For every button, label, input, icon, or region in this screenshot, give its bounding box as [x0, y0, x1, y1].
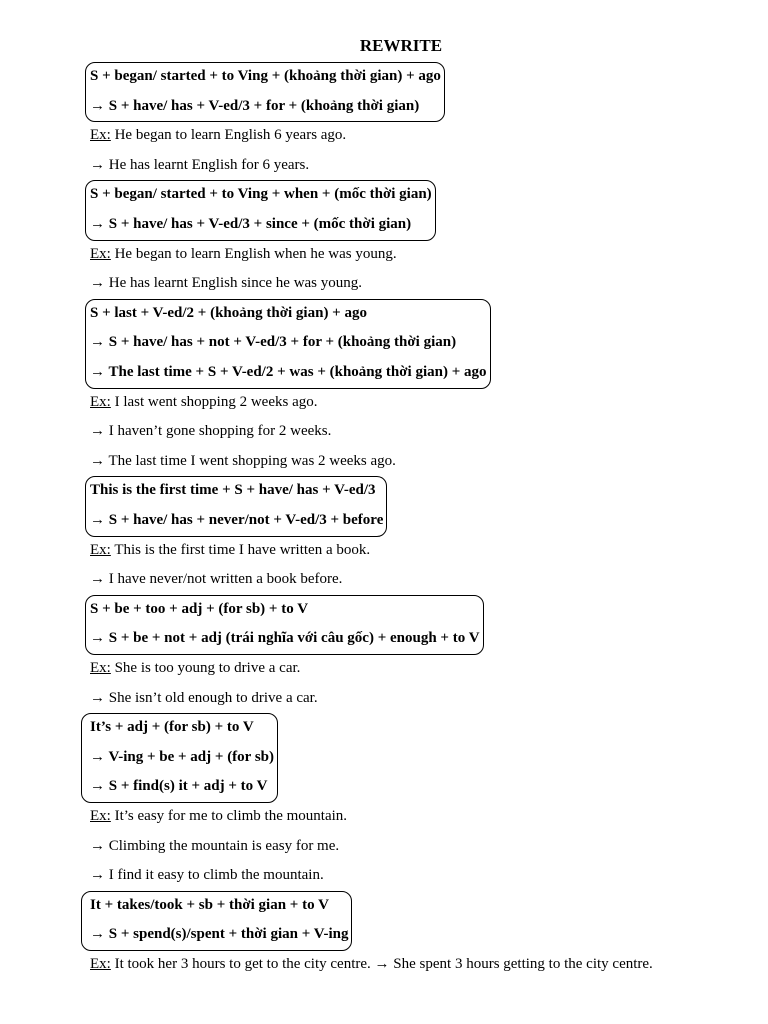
formula-text: S + have/ has + V-ed/3 + for + (khoảng thời gian): [108, 97, 420, 114]
arrow-icon: →: [90, 334, 109, 351]
formula-box: [85, 476, 387, 536]
formula-box: [81, 713, 278, 803]
formula-text: S + spend(s)/spent + thời gian + V-ing: [108, 926, 349, 943]
example-line: [90, 806, 347, 826]
formula-text: S + began/ started + to Ving + (khoảng thời gian) + ago: [90, 68, 441, 84]
formula-box: [85, 299, 491, 389]
result-text: Climbing the mountain is easy for me.: [108, 837, 340, 854]
arrow-icon: →: [90, 364, 109, 380]
result-text: I haven’t gone shopping for 2 weeks.: [108, 423, 332, 440]
arrow-icon: →: [90, 867, 109, 884]
example-label: Ex:: [90, 127, 111, 144]
arrow-icon: →: [90, 837, 109, 854]
formula-text: S + find(s) it + adj + to V: [108, 778, 268, 795]
arrow-icon: →: [90, 689, 109, 706]
result-line: [90, 451, 396, 471]
result-line: [90, 155, 309, 175]
formula-text: The last time + S + V-ed/2 + was + (khoảng thời gian) + ago: [108, 364, 487, 380]
result-text: The last time I went shopping was 2 weeks ago.: [108, 452, 396, 469]
example-result-text: She spent 3 hours getting to the city centre.: [393, 956, 653, 972]
result-text: He has learnt English for 6 years.: [108, 156, 310, 173]
arrow-icon: →: [90, 748, 109, 765]
arrow-icon: →: [90, 512, 109, 528]
example-label: Ex:: [90, 956, 111, 972]
formula-text: S + have/ has + never/not + V-ed/3 + before: [108, 512, 384, 528]
example-text: He began to learn English when he was young.: [114, 245, 397, 262]
arrow-icon: →: [90, 275, 109, 292]
example-label: Ex:: [90, 541, 111, 558]
result-line: [90, 865, 324, 885]
arrow-icon: →: [90, 452, 109, 469]
result-line: [90, 273, 362, 293]
result-line: [90, 688, 318, 708]
result-line: [90, 421, 331, 441]
formula-text: S + last + V-ed/2 + (khoảng thời gian) + ago: [90, 304, 367, 321]
example-text: She is too young to drive a car.: [114, 660, 301, 676]
result-text: She isn’t old enough to drive a car.: [108, 689, 318, 706]
arrow-icon: →: [90, 97, 109, 114]
arrow-icon: →: [90, 156, 109, 173]
example-label: Ex:: [90, 660, 111, 676]
example-text: It’s easy for me to climb the mountain.: [114, 808, 348, 824]
example-text: I last went shopping 2 weeks ago.: [114, 393, 318, 410]
example-text: He began to learn English 6 years ago.: [114, 127, 347, 144]
formula-text: It’s + adj + (for sb) + to V: [90, 719, 254, 736]
arrow-icon: →: [374, 956, 394, 972]
result-text: I find it easy to climb the mountain.: [108, 867, 324, 884]
example-label: Ex:: [90, 245, 111, 262]
result-text: I have never/not written a book before.: [108, 571, 343, 588]
result-text: He has learnt English since he was young.: [108, 275, 363, 292]
formula-box: [85, 595, 484, 655]
result-line: [90, 836, 339, 856]
formula-text: V-ing + be + adj + (for sb): [108, 748, 274, 765]
formula-box: [81, 891, 352, 951]
example-label: Ex:: [90, 393, 111, 410]
example-line: [90, 125, 346, 145]
example-line: [90, 954, 653, 974]
example-line: [90, 540, 370, 560]
arrow-icon: →: [90, 778, 109, 795]
formula-text: S + have/ has + V-ed/3 + since + (mốc thời gian): [108, 216, 412, 232]
formula-box: [85, 180, 436, 240]
formula-box: [85, 62, 445, 122]
example-line: [90, 392, 317, 412]
result-line: [90, 569, 342, 589]
formula-text: S + be + not + adj (trái nghĩa với câu gốc) + enough + to V: [108, 630, 480, 647]
example-line: [90, 658, 300, 678]
formula-text: It + takes/took + sb + thời gian + to V: [90, 896, 329, 913]
arrow-icon: →: [90, 216, 109, 232]
formula-text: S + began/ started + to Ving + when + (mốc thời gian): [90, 186, 432, 203]
formula-text: This is the first time + S + have/ has + V-ed/3: [90, 482, 376, 499]
page-title: REWRITE: [359, 36, 443, 55]
example-text: This is the first time I have written a book.: [114, 541, 371, 558]
arrow-icon: →: [90, 926, 109, 943]
example-label: Ex:: [90, 808, 111, 824]
example-text: It took her 3 hours to get to the city centre.: [114, 956, 371, 972]
example-line: [90, 244, 397, 264]
arrow-icon: →: [90, 571, 109, 588]
formula-text: S + have/ has + not + V-ed/3 + for + (khoảng thời gian): [108, 334, 457, 351]
formula-text: S + be + too + adj + (for sb) + to V: [90, 600, 309, 617]
arrow-icon: →: [90, 423, 109, 440]
arrow-icon: →: [90, 630, 109, 647]
